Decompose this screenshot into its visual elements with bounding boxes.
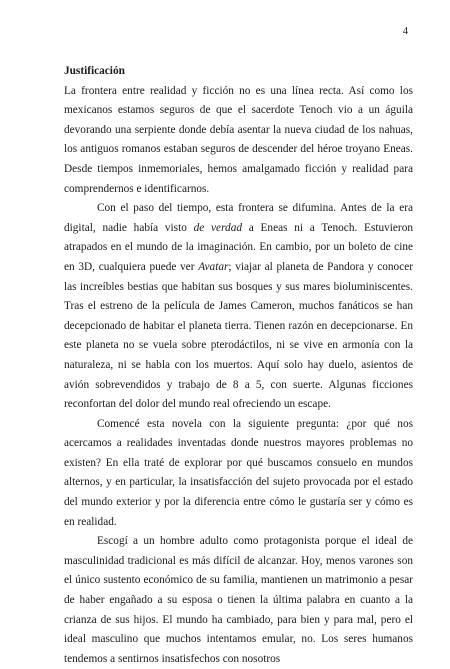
paragraph-4 [64, 532, 413, 669]
italic-title: Avatar [198, 260, 229, 273]
italic-phrase: de verdad [193, 221, 242, 234]
paragraph-1 [64, 82, 413, 200]
paragraph-text: Comencé esta novela con la siguiente pregunta: ¿por qué nos acercamos a realidades inventadas donde nuestros mayores problemas no existen? En ella traté de explorar por qué buscamos consuelo en mundos alternos, y en particular, la insatisfacción del sujeto provocada por el estado del mundo exterior y por la diferencia entre cómo le gustaría ser y cómo es en realidad. [64, 417, 413, 528]
paragraph-text: ; viajar al planeta de Pandora y conocer las increíbles bestias que habitan sus bosques y sus mares bioluminiscentes. Tras el estreno de la película de James Cameron, muchos fanáticos se han decepcionado de habitar el planeta tierra. Tienen razón en decepcionarse. En este planeta no se vuela sobre pterodáctilos, ni se vive en armonía con la naturaleza, ni se habla con los muertos. Aquí solo hay duelo, asientos de avión sobrevendidos y trabajo de 8 a 5, con suerte. Algunas ficciones reconfortan del dolor del mundo real ofreciendo un escape. [64, 260, 413, 411]
paragraph-text: Con el paso del tiempo, esta frontera se difumina. Antes de la era digital, nadie había visto [64, 202, 413, 234]
section-heading: Justificación [64, 65, 125, 77]
paragraph-2 [64, 199, 413, 415]
document-body [64, 62, 413, 669]
paragraph-text: La frontera entre realidad y ficción no es una línea recta. Así como los mexicanos estamos seguros de que el sacerdote Tenoch vio a un águila devorando una serpiente donde debía asentar la nueva ciudad de los nahuas, los antiguos romanos estaban seguros de descender del héroe troyano Eneas. Desde tiempos inmemoriales, hemos amalgamado ficción y realidad para comprendernos e identificarnos. [64, 84, 413, 195]
paragraph-text: a Eneas ni a Tenoch. Estuvieron atrapados en el mundo de la imaginación. En cambio, por un boleto de cine en 3D, cualquiera puede ver [64, 221, 413, 273]
page-number: 4 [402, 26, 408, 37]
paragraph-3 [64, 415, 413, 533]
paragraph-text: Escogí a un hombre adulto como protagonista porque el ideal de masculinidad tradicional es más difícil de alcanzar. Hoy, menos varones son el único sustento económico de su familia, mantienen un matrimonio a pesar de haber engañado a su esposa o tienen la última palabra en cuanto a la crianza de sus hijos. El mundo ha cambiado, para bien y para mal, pero el ideal masculino que muchos intentamos emular, no. Los seres humanos tendemos a sentirnos insatisfechos con nosotros [64, 535, 413, 665]
